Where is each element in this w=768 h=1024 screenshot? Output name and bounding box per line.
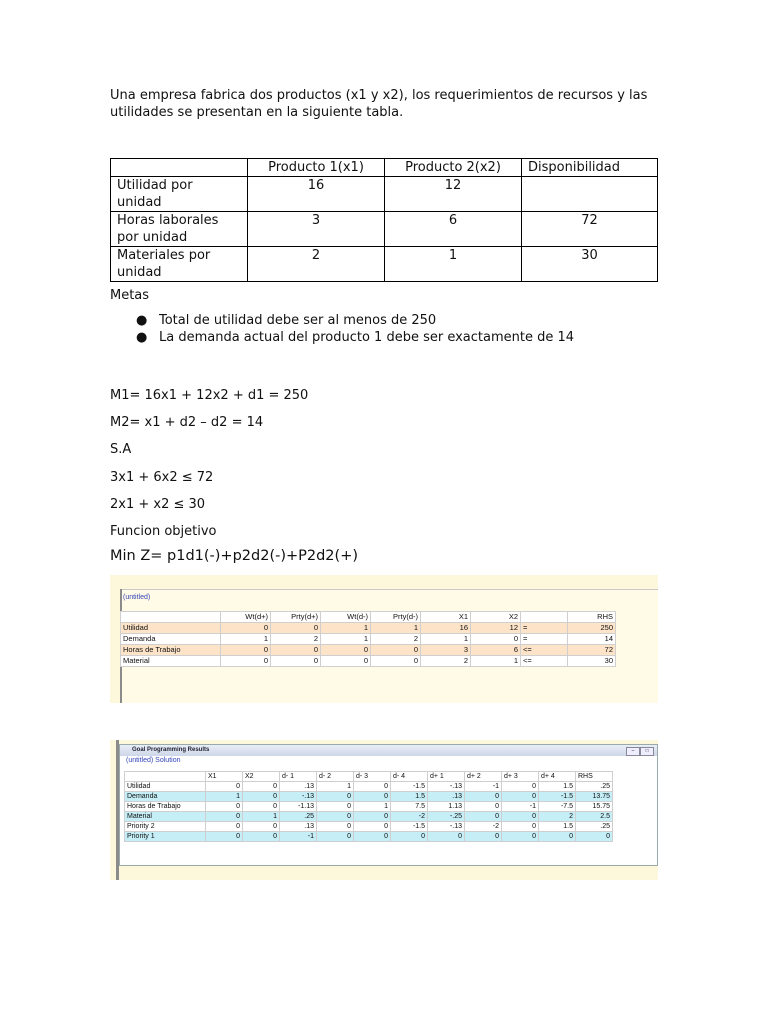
grid-cell: 0 [371,656,421,667]
table-header-row [111,159,658,177]
grid-row [121,623,616,634]
grid-cell: 0 [271,645,321,656]
resources-table [110,158,658,282]
grid-cell: 12 [471,623,521,634]
grid-cell: Material [125,812,206,822]
grid-cell: 1 [321,623,371,634]
grid-cell: -2 [465,822,502,832]
grid-cell: 0 [428,832,465,842]
table-cell: Horas laborales por unidad [111,212,248,247]
grid-cell: 0 [317,802,354,812]
grid-cell: 2 [371,634,421,645]
goal-text: Total de utilidad debe ser al menos de 250 [159,313,437,328]
grid-cell: 1 [471,656,521,667]
list-item [110,329,574,346]
grid-cell: 30 [568,656,616,667]
grid-cell: 0 [371,645,421,656]
grid-cell: 0 [354,832,391,842]
grid-cell: 0 [354,822,391,832]
grid-header-cell: d+ 3 [502,772,539,782]
grid-cell: -2 [391,812,428,822]
bullet-icon: ● [136,330,148,345]
grid-cell: <= [521,656,568,667]
grid-cell: 1.5 [391,792,428,802]
grid-cell: 0 [471,634,521,645]
grid-cell: 0 [271,656,321,667]
grid-header-cell: Prty(d+) [271,612,321,623]
grid-cell: Demanda [125,792,206,802]
grid-cell: 0 [243,802,280,812]
grid-cell: -7.5 [539,802,576,812]
grid-header-cell: RHS [568,612,616,623]
grid-cell: -1.13 [280,802,317,812]
grid-header-cell [521,612,568,623]
grid-cell: 0 [502,812,539,822]
grid-cell: = [521,634,568,645]
grid-cell: 0 [354,792,391,802]
grid-cell: 1 [421,634,471,645]
grid-cell: -.25 [428,812,465,822]
table-cell: 2 [248,247,385,282]
grid-cell: 0 [206,802,243,812]
grid-header-cell: X2 [471,612,521,623]
grid-row [125,802,613,812]
grid-cell: = [521,623,568,634]
grid-row [121,656,616,667]
objective-function: Min Z= p1d1(-)+p2d2(-)+P2d2(+) [110,548,359,564]
grid-header-cell: RHS [576,772,613,782]
grid-cell: 0 [221,656,271,667]
grid-header-cell: d- 4 [391,772,428,782]
grid-cell: 1.13 [428,802,465,812]
grid-cell: 7.5 [391,802,428,812]
list-item [110,312,574,329]
grid-cell: 0 [243,822,280,832]
grid-cell: <= [521,645,568,656]
constraint-2: 2x1 + x2 ≤ 30 [110,497,206,512]
intro-paragraph: Una empresa fabrica dos productos (x1 y x2), los requerimientos de recursos y las utilidades se presentan en la siguiente tabla. [110,88,648,120]
grid-header-cell: d+ 1 [428,772,465,782]
minimize-icon[interactable]: – [626,747,640,756]
table-cell: 12 [385,177,522,212]
grid-cell: 1 [371,623,421,634]
grid-cell: Priority 2 [125,822,206,832]
grid-cell: -.13 [280,792,317,802]
grid-header-cell: Prty(d-) [371,612,421,623]
grid-row [125,812,613,822]
constraint-1: 3x1 + 6x2 ≤ 72 [110,470,214,485]
grid-cell: .13 [280,822,317,832]
grid-cell: Priority 1 [125,832,206,842]
grid-cell: 0 [354,812,391,822]
table-header-cell: Producto 1(x1) [248,159,385,177]
grid-cell: -1.5 [539,792,576,802]
grid-cell: 2.5 [576,812,613,822]
grid-cell: 0 [502,792,539,802]
table-cell: Materiales por unidad [111,247,248,282]
grid-cell: 250 [568,623,616,634]
grid-cell: 0 [539,832,576,842]
grid-cell: .25 [280,812,317,822]
solution-title: (untitled) Solution [126,757,181,764]
grid-row [125,832,613,842]
grid-cell: 0 [206,832,243,842]
table-row [111,212,658,247]
grid-cell: -.13 [428,822,465,832]
screenshot-title: (untitled) [123,594,151,601]
grid-cell: -1.5 [391,782,428,792]
grid-cell: .25 [576,822,613,832]
grid-cell: 0 [465,792,502,802]
goal-text: La demanda actual del producto 1 debe ser exactamente de 14 [159,330,575,345]
grid-header-cell: d- 1 [280,772,317,782]
grid-cell: 0 [317,822,354,832]
grid-row [121,645,616,656]
grid-cell: 2 [421,656,471,667]
grid-cell: 72 [568,645,616,656]
grid-header-cell: d- 3 [354,772,391,782]
table-cell [522,177,658,212]
grid-cell: 13.75 [576,792,613,802]
grid-cell: 0 [271,623,321,634]
grid-cell: 1.5 [539,822,576,832]
grid-cell: 0 [243,782,280,792]
grid-row [125,822,613,832]
grid-cell: Demanda [121,634,221,645]
grid-header-cell [125,772,206,782]
grid-cell: 0 [243,832,280,842]
table-cell: 6 [385,212,522,247]
table-header-cell [111,159,248,177]
grid-cell: 0 [465,832,502,842]
results-grid [124,771,613,842]
grid-cell: 0 [354,782,391,792]
grid-cell: Horas de Trabajo [125,802,206,812]
grid-cell: 1 [243,812,280,822]
grid-cell: 6 [471,645,521,656]
grid-cell: 0 [465,802,502,812]
grid-cell: 0 [321,656,371,667]
grid-cell: -1.5 [391,822,428,832]
grid-cell: 0 [502,782,539,792]
table-cell: 30 [522,247,658,282]
grid-cell: 16 [421,623,471,634]
objective-label: Funcion objetivo [110,524,217,539]
input-screenshot [110,575,658,703]
metas-heading: Metas [110,288,150,303]
table-row [111,247,658,282]
grid-header-cell [121,612,221,623]
table-header-cell: Disponibilidad [522,159,658,177]
grid-cell: 0 [391,832,428,842]
grid-header-cell: Wt(d+) [221,612,271,623]
maximize-icon[interactable]: □ [640,747,654,756]
grid-cell: Horas de Trabajo [121,645,221,656]
grid-cell: -.13 [428,782,465,792]
grid-header-cell: X1 [421,612,471,623]
table-header-cell: Producto 2(x2) [385,159,522,177]
grid-cell: 2 [271,634,321,645]
equation-m2: M2= x1 + d2 – d2 = 14 [110,415,264,430]
equation-m1: M1= 16x1 + 12x2 + d1 = 250 [110,388,309,403]
grid-cell: 0 [221,623,271,634]
grid-cell: 0 [502,832,539,842]
table-cell: 72 [522,212,658,247]
grid-cell: 0 [502,822,539,832]
grid-cell: 15.75 [576,802,613,812]
grid-header-row [121,612,616,623]
bullet-icon: ● [136,313,148,328]
grid-cell: -1 [502,802,539,812]
grid-cell: 1 [321,634,371,645]
grid-cell: 0 [221,645,271,656]
grid-cell: .13 [428,792,465,802]
results-screenshot [110,740,658,880]
grid-cell: 0 [206,812,243,822]
grid-cell: 0 [206,782,243,792]
table-cell: 16 [248,177,385,212]
grid-header-row [125,772,613,782]
grid-cell: -1 [280,832,317,842]
table-row [111,177,658,212]
grid-header-cell: X1 [206,772,243,782]
grid-cell: 1 [221,634,271,645]
grid-cell: 14 [568,634,616,645]
grid-row [121,634,616,645]
grid-cell: .13 [280,782,317,792]
grid-cell: 1 [206,792,243,802]
grid-cell: 3 [421,645,471,656]
grid-row [125,792,613,802]
subject-to-label: S.A [110,442,132,457]
grid-cell: 0 [465,812,502,822]
results-window [119,744,658,866]
grid-cell: 0 [321,645,371,656]
grid-cell: .25 [576,782,613,792]
grid-cell: -1 [465,782,502,792]
window-titlebar: Goal Programming Results [120,745,657,756]
grid-cell: Utilidad [121,623,221,634]
grid-cell: Material [121,656,221,667]
table-cell: 3 [248,212,385,247]
grid-cell: 0 [317,792,354,802]
grid-cell: 0 [317,812,354,822]
grid-header-cell: Wt(d-) [321,612,371,623]
grid-cell: 0 [317,832,354,842]
grid-header-cell: X2 [243,772,280,782]
input-grid [120,611,616,667]
grid-cell: 1 [354,802,391,812]
goals-list [110,312,574,346]
table-cell: Utilidad por unidad [111,177,248,212]
grid-header-cell: d+ 4 [539,772,576,782]
grid-cell: 2 [539,812,576,822]
grid-cell: 0 [206,822,243,832]
grid-cell: 1 [317,782,354,792]
grid-cell: 0 [243,792,280,802]
grid-header-cell: d- 2 [317,772,354,782]
grid-cell: 1.5 [539,782,576,792]
grid-cell: 0 [576,832,613,842]
grid-row [125,782,613,792]
grid-cell: Utilidad [125,782,206,792]
table-cell: 1 [385,247,522,282]
grid-header-cell: d+ 2 [465,772,502,782]
